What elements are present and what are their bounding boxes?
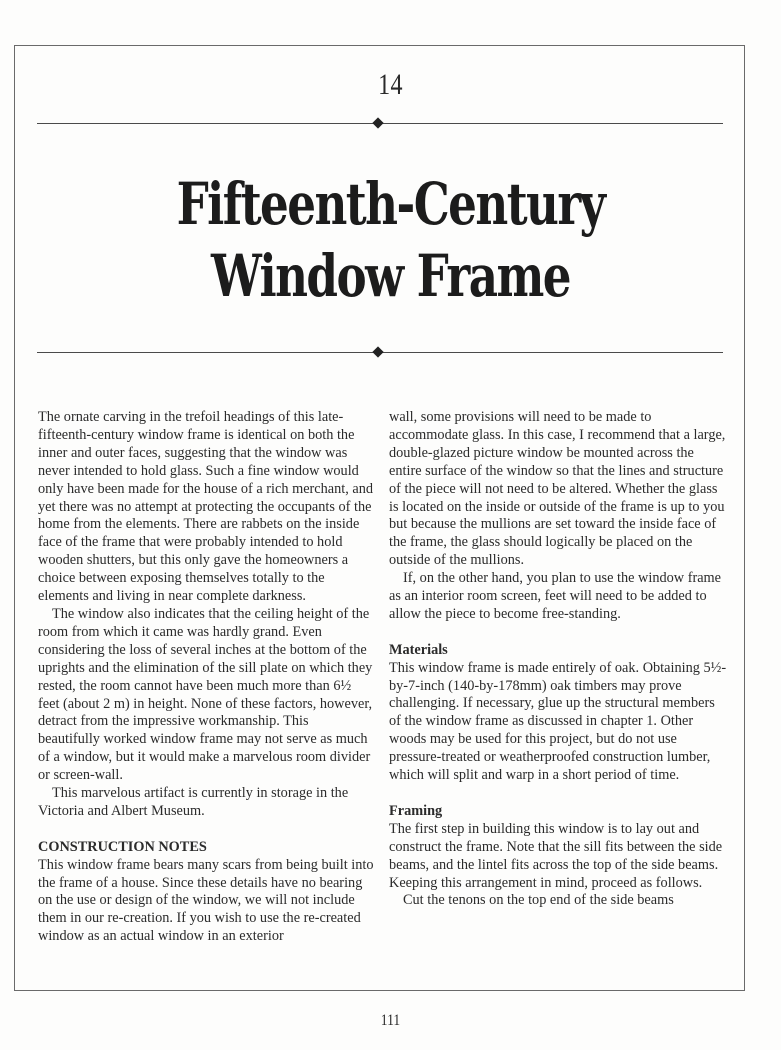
body-paragraph: The window also indicates that the ceiling height of the room from which it came was hardly grand. Even considering the loss of several inches at the bottom of the uprights and the elimination of the sill plate on which they rested, the room cannot have been much more than 6½ feet (about 2 m) in height. None of these factors, however, detract from the impressive workmanship. This beautifully worked window frame may not serve as much of a window, but it would make a marvelous room divider or screen-wall. xyxy=(38,605,373,784)
body-paragraph: The first step in building this window is to lay out and construct the frame. Note that the sill fits between the side beams, and the lintel fits across the top of the side beams. Keeping this arrangement in mind, proceed as follows. xyxy=(389,820,723,891)
chapter-title-line-2: Window Frame xyxy=(211,242,570,310)
intro-paragraph: The ornate carving in the trefoil headings of this late-fifteenth-century window frame is identical on both the inner and outer faces, suggesting that the window was never intended to hold glass. Such a fine window would only have been made for the house of a rich merchant, and yet there was no attempt at protecting the occupants of the home from the elements. There are rabbets on the inside face of the frame that were probably intended to hold wooden shutters, but this only gave the homeowners a choice between exposing themselves totally to the elements and living in near complete darkness. xyxy=(38,409,374,605)
body-paragraph: Cut the tenons on the top end of the side beams xyxy=(403,892,674,909)
body-paragraph: If, on the other hand, you plan to use the window frame as an interior room screen, feet will need to be added to allow the piece to become free-standing. xyxy=(389,570,722,622)
chapter-number: 14 xyxy=(378,68,403,101)
page-number: 111 xyxy=(380,1012,401,1029)
subheading-framing: Framing xyxy=(389,802,443,819)
subheading-materials: Materials xyxy=(389,641,448,658)
body-paragraph: This window frame is made entirely of oak. Obtaining 5½-by-7-inch (140-by-178mm) oak timbers may prove challenging. If necessary, glue up the structural members of the window frame as discussed in chapter 1. Other woods may be used for this project, but do not use pressure-treated or weatherproofed construction lumber, which will split and warp in a short period of time. xyxy=(389,659,727,784)
right-text-column xyxy=(389,409,727,910)
chapter-title-line-1: Fifteenth-Century xyxy=(176,170,605,238)
body-paragraph: wall, some provisions will need to be made to accommodate glass. In this case, I recommend that a large, double-glazed picture window be mounted across the entire surface of the window so that the lines and structure of the piece will not need to be altered. Whether the glass is located on the inside or outside of the frame is up to you but because the mullions are set toward the inside face of the frame, the glass should logically be placed on the outside of the mullions. xyxy=(389,409,726,569)
body-paragraph: This marvelous artifact is currently in storage in the Victoria and Albert Museum. xyxy=(38,785,349,819)
chapter-title xyxy=(86,168,695,312)
body-paragraph: This window frame bears many scars from being built into the frame of a house. Since these details have no bearing on the use or design of the window, we will not include them in our re-creation. If you wish to use the re-created window as an actual window in an exterior xyxy=(38,856,374,945)
left-text-column xyxy=(38,409,374,946)
section-heading-construction-notes: CONSTRUCTION NOTES xyxy=(38,838,207,855)
